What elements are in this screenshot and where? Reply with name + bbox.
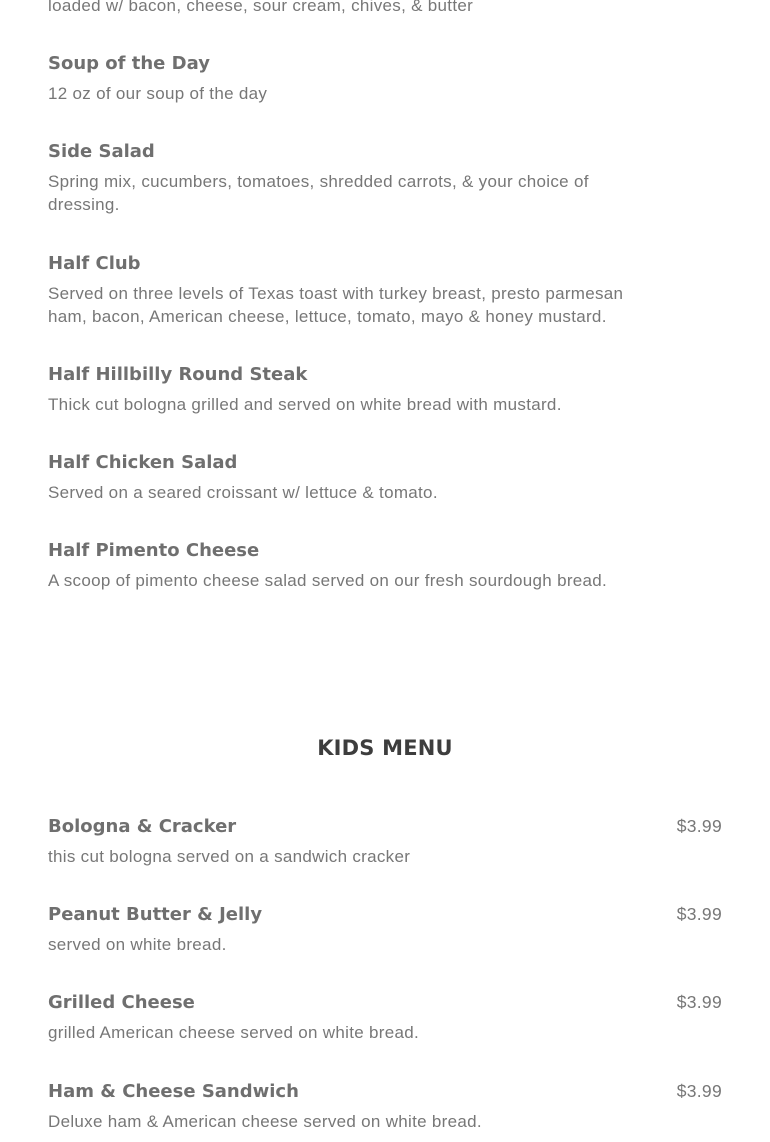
menu-item-name: Bologna & Cracker [48, 816, 237, 837]
menu-item-description: Served on a seared croissant w/ lettuce & tomato. [48, 483, 438, 502]
menu-item-price: $3.99 [676, 904, 722, 924]
menu-item-name: Side Salad [48, 141, 155, 162]
menu-item-description: this cut bologna served on a sandwich cracker [48, 847, 411, 866]
menu-item-name: Half Hillbilly Round Steak [48, 364, 308, 385]
menu-item-price: $3.99 [676, 1081, 722, 1101]
menu-item-name: Grilled Cheese [48, 992, 195, 1013]
menu-item-name: Half Club [48, 253, 141, 274]
menu-item-description: Served on three levels of Texas toast with turkey breast, presto parmesan ham, bacon, American cheese, lettuce, tomato, mayo & honey mustard. [48, 284, 624, 326]
menu-item-name: Half Chicken Salad [48, 452, 238, 473]
menu-item-name: Peanut Butter & Jelly [48, 904, 263, 925]
menu-item-name: Soup of the Day [48, 53, 210, 74]
previous-item-description: loaded w/ bacon, cheese, sour cream, chives, & butter [48, 0, 474, 15]
menu-item-description: A scoop of pimento cheese salad served on our fresh sourdough bread. [48, 571, 608, 590]
menu-item-name: Ham & Cheese Sandwich [48, 1081, 299, 1102]
menu-item-description: Spring mix, cucumbers, tomatoes, shredded carrots, & your choice of dressing. [48, 172, 589, 214]
menu-item-description: Thick cut bologna grilled and served on white bread with mustard. [48, 395, 562, 414]
menu-item-description: served on white bread. [48, 935, 227, 954]
kids-menu-title: KIDS MENU [317, 736, 453, 760]
menu-item-description: grilled American cheese served on white bread. [48, 1023, 419, 1042]
menu-item-price: $3.99 [676, 992, 722, 1012]
menu-item-price: $3.99 [676, 816, 722, 836]
menu-item-description: 12 oz of our soup of the day [48, 84, 268, 103]
menu-item-description: Deluxe ham & American cheese served on white bread. [48, 1112, 482, 1131]
menu-item-name: Half Pimento Cheese [48, 540, 260, 561]
